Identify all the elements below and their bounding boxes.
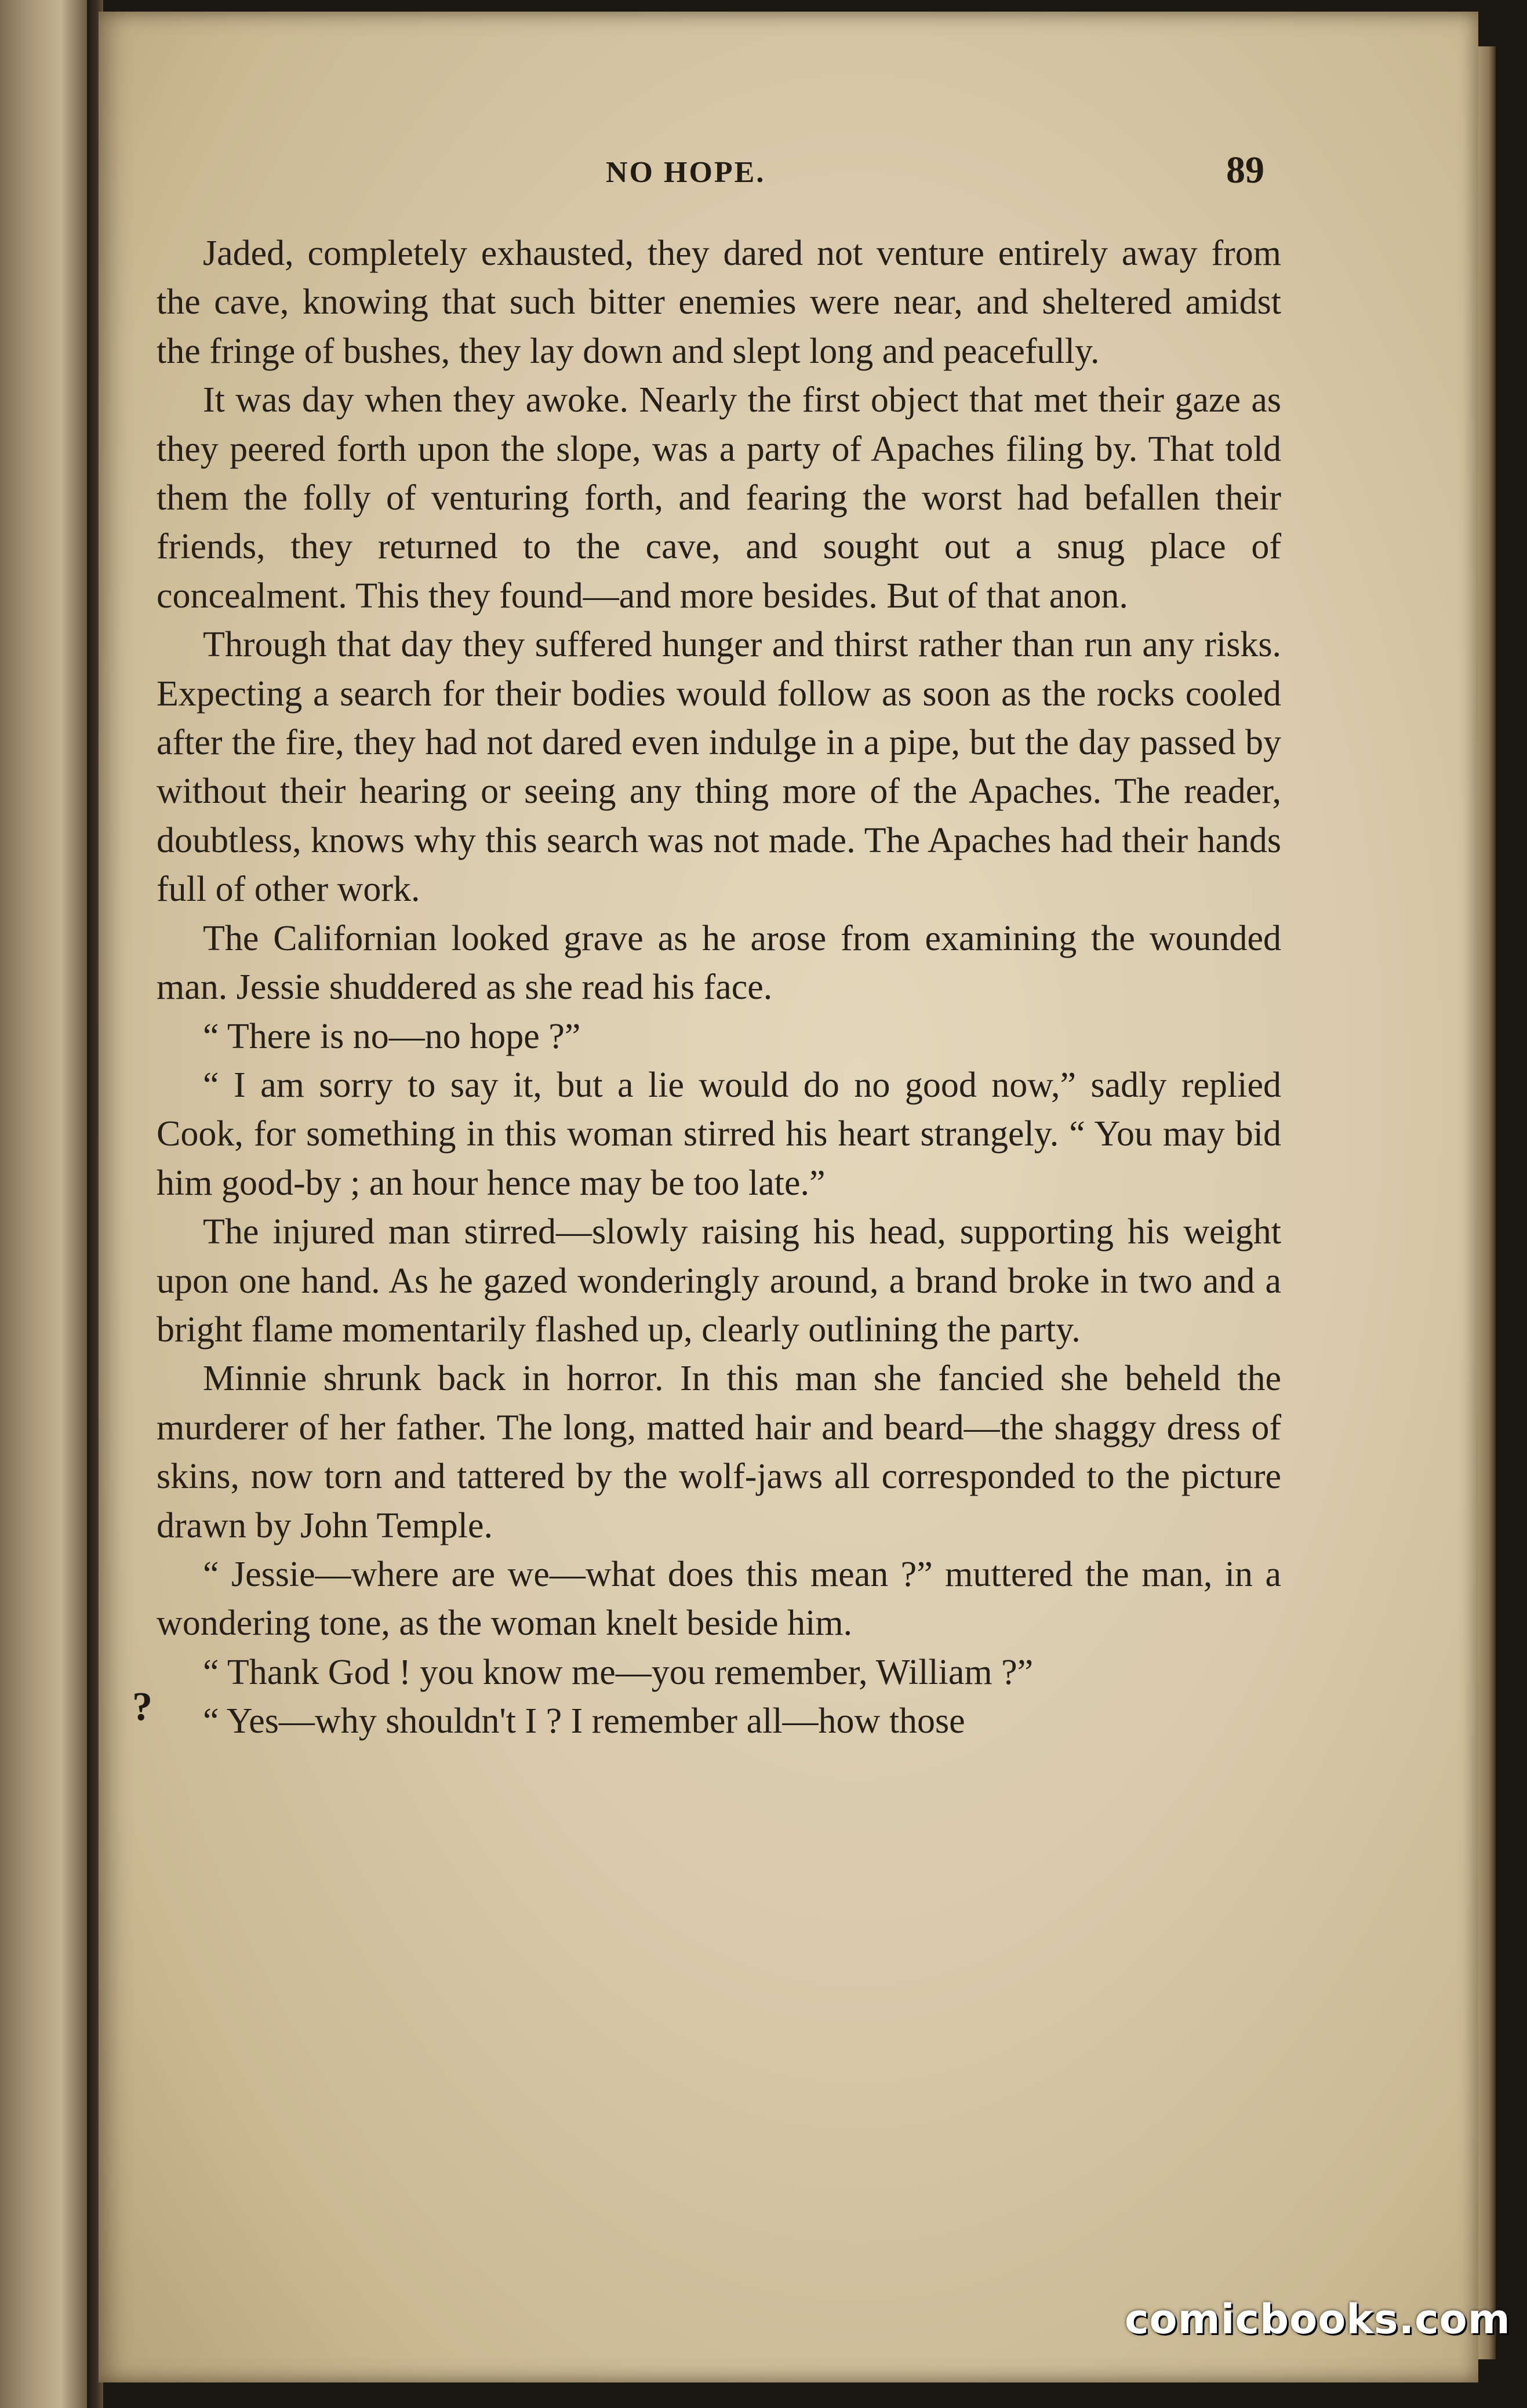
running-head: NO HOPE. — [606, 156, 766, 189]
paragraph: “ There is no—no hope ?” — [203, 1016, 581, 1056]
margin-ink-mark: ? — [132, 1685, 152, 1729]
paragraph: “ Yes—why shouldn't I ? I remember all—how those — [203, 1701, 965, 1741]
page-stack-edge — [1478, 46, 1496, 2359]
body-text — [157, 229, 1281, 1746]
paragraph: “ I am sorry to say it, but a lie would do no good now,” sadly replied Cook, for something in this woman stirred his heart strangely. “ You may bid him good-by ; an hour hence may be too late.” — [157, 1065, 1281, 1203]
page-number: 89 — [1226, 149, 1264, 191]
paragraph: “ Jessie—where are we—what does this mean ?” muttered the man, in a wondering tone, as the woman knelt beside him. — [157, 1554, 1281, 1643]
paragraph: Jaded, completely exhausted, they dared not venture entirely away from the cave, knowing that such bitter enemies were near, and sheltered amidst the fringe of bushes, they lay down and slept long and peacefully. — [157, 234, 1281, 371]
paragraph: The Californian looked grave as he arose from examining the wounded man. Jessie shuddered as she read his face. — [157, 918, 1281, 1007]
watermark: comicbooks.com — [1125, 2296, 1511, 2343]
previous-page-edge — [0, 0, 90, 2408]
paragraph: The injured man stirred—slowly raising his head, supporting his weight upon one hand. As he gazed wonderingly around, a brand broke in two and a bright flame momentarily flashed up, clearly outlining the party. — [157, 1212, 1281, 1350]
paragraph: It was day when they awoke. Nearly the first object that met their gaze as they peered forth upon the slope, was a party of Apaches filing by. That told them the folly of venturing forth, and fearing the worst had befallen their friends, they returned to the cave, and sought out a snug place of concealment. This they found—and more besides. But of that anon. — [157, 380, 1281, 616]
paragraph: “ Thank God ! you know me—you remember, William ?” — [203, 1652, 1034, 1692]
paragraph: Minnie shrunk back in horror. In this man she fancied she beheld the murderer of her father. The long, matted hair and beard—the shaggy dress of skins, now torn and tattered by the wolf-jaws all corresponded to the picture drawn by John Temple. — [157, 1359, 1281, 1545]
paragraph: Through that day they suffered hunger and thirst rather than run any risks. Expecting a search for their bodies would follow as soon as the rocks cooled after the fire, they had not dared even indulge in a pipe, but the day passed by without their hearing or seeing any thing more of the Apaches. The reader, doubtless, knows why this search was not made. The Apaches had their hands full of other work. — [157, 625, 1281, 910]
